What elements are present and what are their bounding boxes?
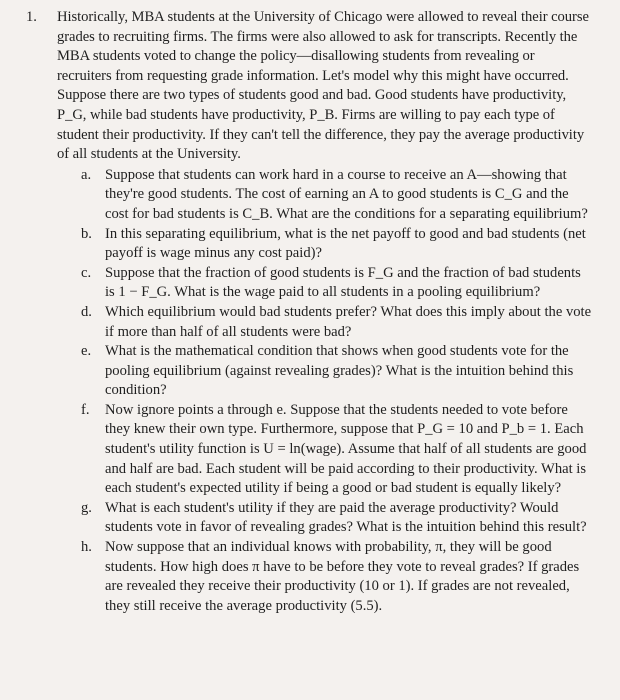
part-a — [81, 166, 592, 225]
part-text-e: What is the mathematical condition that shows when good students vote for the pooling equilibrium (against revealing grades)? What is the intuition behind this condition? — [105, 343, 574, 399]
part-label-g: g. — [81, 499, 92, 516]
question-1 — [26, 8, 602, 616]
part-text-a: Suppose that students can work hard in a course to receive an A—showing that they're good students. The cost of earning an A to good students is C_G and the cost for bad students is C_B. What are the conditions for a separating equilibrium? — [105, 166, 588, 222]
part-label-b: b. — [81, 225, 92, 242]
part-b — [81, 225, 592, 264]
part-text-d: Which equilibrium would bad students prefer? What does this imply about the vote if more than half of all students were bad? — [105, 303, 592, 340]
part-c — [81, 264, 592, 303]
part-e — [81, 342, 592, 401]
question-parts — [57, 166, 592, 617]
part-text-g: What is each student's utility if they are paid the average productivity? Would students vote in favor of revealing grades? What is the intuition behind this result? — [105, 499, 587, 536]
part-f — [81, 401, 592, 499]
part-h — [81, 538, 592, 616]
part-label-d: d. — [81, 303, 92, 320]
part-text-b: In this separating equilibrium, what is the net payoff to good and bad students (net payoff is wage minus any cost paid)? — [105, 225, 586, 262]
part-d — [81, 303, 592, 342]
part-label-h: h. — [81, 539, 92, 556]
question-body — [57, 8, 592, 616]
part-g — [81, 499, 592, 538]
part-text-f: Now ignore points a through e. Suppose that the students needed to vote before they knew their own type. Furthermore, suppose that P_G = 10 and P_b = 1. Each student's utility function is U = ln(wage). Assume that half of all students are good and half are bad. Each student will be paid according to their productivity. What is each student's expected utility if being a good or bad student is equally likely? — [105, 401, 587, 497]
question-intro: Historically, MBA students at the University of Chicago were allowed to reveal their course grades to recruiting firms. The firms were also allowed to ask for transcripts. Recently the MBA students voted to change the policy—disallowing students from revealing or recruiters from requesting grade information. Let's model why this might have occurred. Suppose there are two types of students good and bad. Good students have productivity, P_G, while bad students have productivity, P_B. Firms are willing to pay each type of student their productivity. If they can't tell the difference, they pay the average productivity of all students at the University. — [57, 9, 589, 163]
question-number: 1. — [26, 9, 37, 25]
part-label-a: a. — [81, 166, 92, 183]
part-text-c: Suppose that the fraction of good students is F_G and the fraction of bad students is 1 − F_G. What is the wage paid to all students in a pooling equilibrium? — [105, 264, 581, 301]
part-label-f: f. — [81, 401, 90, 418]
part-label-e: e. — [81, 343, 92, 360]
part-label-c: c. — [81, 264, 92, 281]
part-text-h: Now suppose that an individual knows with probability, π, they will be good students. How high does π have to be before they vote to reveal grades? If grades are revealed they receive their productivity (10 or 1). If grades are not revealed, they still receive the average productivity (5.5). — [105, 539, 580, 614]
